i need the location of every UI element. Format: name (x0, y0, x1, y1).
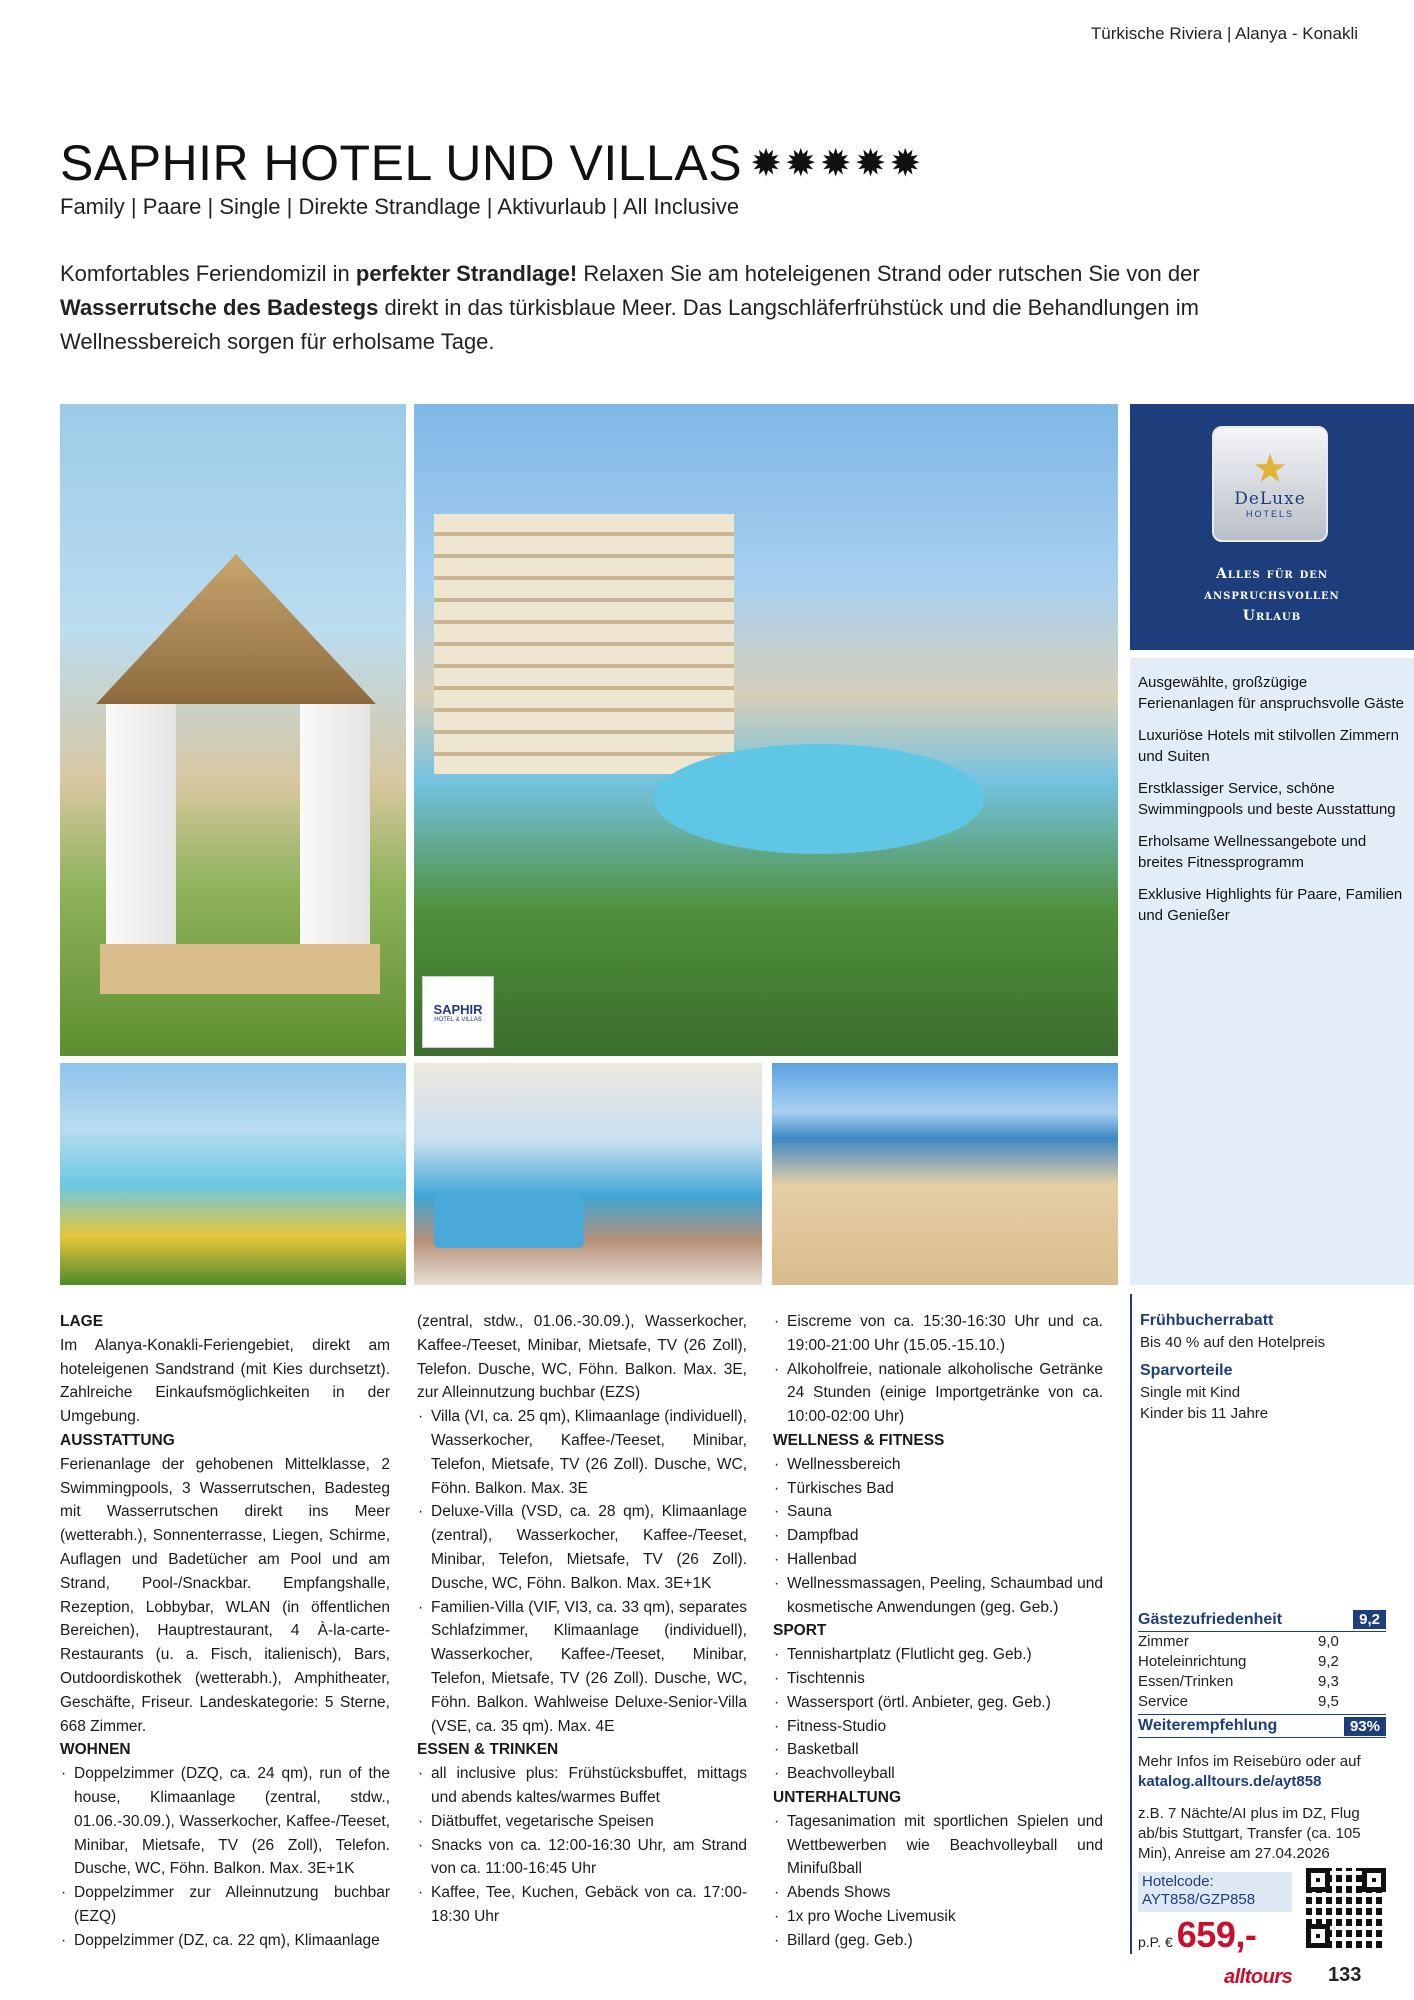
savings-item: Single mit Kind (1140, 1384, 1241, 1401)
cabana-curtain (300, 704, 370, 964)
deluxe-logo (1212, 426, 1328, 542)
section-heading-lage: LAGE (60, 1313, 104, 1330)
price-example: z.B. 7 Nächte/AI plus im DZ, Flug ab/bis Stuttgart, Transfer (ca. 105 Min), Anreise am 27.04.2026 (1138, 1805, 1361, 1862)
list-sport (773, 1643, 1103, 1786)
pool (654, 744, 984, 854)
cabana-deck (100, 944, 380, 994)
list-item: · 1x pro Woche Livemusik (773, 1905, 1103, 1929)
list-unterhaltung (773, 1810, 1103, 1953)
deluxe-claim (1130, 564, 1414, 627)
early-booking-text: Bis 40 % auf den Hotelpreis (1140, 1334, 1326, 1351)
photo-hotel-pool (414, 404, 1118, 1056)
recommendation-badge: 93% (1344, 1717, 1386, 1736)
cabana-curtain (106, 704, 176, 964)
price (1138, 1914, 1256, 1956)
photo-room (414, 1063, 762, 1285)
hotel-tags: Family | Paare | Single | Direkte Strandlage | Aktivurlaub | All Inclusive (60, 194, 740, 219)
hotel-intro (60, 257, 1220, 359)
deluxe-benefits (1130, 658, 1414, 1285)
list-item: · Wassersport (örtl. Anbieter, geg. Geb.) (773, 1691, 1103, 1715)
qr-finder (1362, 1868, 1386, 1892)
qr-code-icon[interactable] (1306, 1868, 1386, 1948)
section-heading-wellness: WELLNESS & FITNESS (773, 1431, 945, 1449)
list-item: · Villa (VI, ca. 25 qm), Klimaanlage (individuell), Wasserkocher, Kaffee-/Teeset, Minibar, Telefon, Mietsafe, TV (26 Zoll). Dusche, WC, Föhn. Balkon. Max. 3E (417, 1405, 747, 1500)
rating-row (1138, 1652, 1386, 1672)
benefit-item: Exklusive Highlights für Paare, Familien und Genießer (1138, 886, 1403, 924)
benefit-item: Erholsame Wellnessangebote und breites Fitnessprogramm (1138, 833, 1367, 871)
hotel-code (1138, 1872, 1292, 1912)
section-text-ausstattung: Ferienanlage der gehobenen Mittelklasse, 2 Swimmingpools, 3 Wasserrutschen, Badesteg mit Wasserrutschen direkt ins Meer (wetterabh.), Sonnenterrasse, Liegen, Schirme, Auflagen und Badetücher am Pool und am Strand, Pool-/Snackbar. Empfangshalle, Rezeption, Lobbybar, WLAN (in öffentlichen Bereichen), Hauptrestaurant, 4 À-la-carte-Restaurants (u. a. Fisch, italienisch), Bars, Outdoordiskothek (wetterabh.), Amphitheater, Geschäfte, Friseur. Landeskategorie: 5 Sterne, 668 Zimmer. (60, 1455, 390, 1735)
deluxe-logo-sub: HOTELS (1245, 509, 1294, 519)
early-booking-heading: Frühbucherrabatt (1140, 1312, 1274, 1329)
intro-text: Relaxen Sie am hoteleigenen Strand oder rutschen Sie von der (577, 261, 1200, 286)
recommendation-row (1138, 1714, 1386, 1738)
list-item: · Beachvolleyball (773, 1762, 1103, 1786)
deluxe-logo-text: DeLuxe (1234, 489, 1306, 509)
list-item: · Tischtennis (773, 1667, 1103, 1691)
section-heading-sport: SPORT (773, 1622, 827, 1640)
list-item: · Hallenbad (773, 1548, 1103, 1572)
cabana-roof (96, 554, 376, 704)
rating-label: Essen/Trinken (1138, 1673, 1234, 1690)
list-item: (zentral, stdw., 01.06.-30.09.), Wasserkocher, Kaffee-/Teeset, Minibar, Mietsafe, TV (26 Zoll), Telefon. Dusche, WC, Föhn. Balkon. Max. 3E, zur Alleinnutzung buchbar (EZS) (417, 1313, 747, 1402)
sofa (434, 1193, 584, 1248)
hotel-logo-sub: HOTEL & VILLAS (434, 1016, 482, 1023)
ratings-title: Gästezufriedenheit (1138, 1610, 1283, 1628)
photo-beach-cabana (60, 404, 406, 1056)
benefit-item: Luxuriöse Hotels mit stilvollen Zimmern und Suiten (1138, 727, 1399, 765)
rating-label: Service (1138, 1693, 1189, 1710)
section-heading-essen: ESSEN & TRINKEN (417, 1741, 559, 1759)
price-prefix: p.P. € (1138, 1934, 1173, 1950)
list-item: · Eiscreme von ca. 15:30-16:30 Uhr und ca. 19:00-21:00 Uhr (15.05.-15.10.) (773, 1310, 1103, 1358)
list-item: · Dampfbad (773, 1524, 1103, 1548)
recommendation-label: Weiterempfehlung (1138, 1717, 1278, 1734)
hotel-logo (422, 976, 494, 1048)
brand-logo: alltours (1224, 1966, 1293, 1988)
list-wellness (773, 1453, 1103, 1620)
list-item: · Alkoholfreie, nationale alkoholische Getränke 24 Stunden (einige Importgetränke von ca. 10:00-02:00 Uhr) (773, 1358, 1103, 1429)
list-item: · Basketball (773, 1738, 1103, 1762)
hotel-logo-name: SAPHIR (433, 1001, 483, 1017)
photo-beach (772, 1063, 1118, 1285)
ratings-header (1138, 1608, 1386, 1632)
qr-finder (1306, 1924, 1330, 1948)
list-item: · Doppelzimmer zur Alleinnutzung buchbar (EZQ) (60, 1881, 390, 1929)
list-wohnen-continued (417, 1310, 747, 1738)
list-item: · Tennishartplatz (Flutlicht geg. Geb.) (773, 1643, 1103, 1667)
price-amount: 659,- (1176, 1914, 1257, 1955)
text-column-2 (417, 1310, 747, 1929)
star-rating-icon: ✹✹✹✹✹ (750, 143, 925, 185)
page-number: 133 (1328, 1964, 1362, 1986)
list-item: · Türkisches Bad (773, 1477, 1103, 1501)
intro-highlight: Wasserrutsche des Badestegs (60, 295, 379, 320)
list-item: · Sauna (773, 1500, 1103, 1524)
list-item: · Billard (geg. Geb.) (773, 1929, 1103, 1953)
more-info-text: Mehr Infos im Reisebüro oder auf (1138, 1753, 1361, 1770)
savings-heading: Sparvorteile (1140, 1362, 1233, 1379)
text-column-3 (773, 1310, 1103, 1953)
benefit-item: Erstklassiger Service, schöne Swimmingpools und beste Ausstattung (1138, 780, 1396, 818)
hotel-building (434, 514, 734, 774)
rating-value: 9,0 (1318, 1633, 1339, 1650)
savings-item: Kinder bis 11 Jahre (1140, 1405, 1269, 1422)
intro-text: direkt in das türkisblaue Meer. Das Langschläferfrühstück und die Behandlungen im Wellnessbereich sorgen für erholsame Tage. (60, 295, 1199, 354)
rating-value: 9,5 (1318, 1693, 1339, 1710)
hotel-code-label: Hotelcode: (1142, 1873, 1214, 1890)
rating-label: Zimmer (1138, 1633, 1189, 1650)
list-wohnen (60, 1762, 390, 1952)
list-item: · Wellnessmassagen, Peeling, Schaumbad und kosmetische Anwendungen (geg. Geb.) (773, 1572, 1103, 1620)
hotel-code-value: AYT858/GZP858 (1142, 1891, 1256, 1908)
catalog-link[interactable]: katalog.alltours.de/ayt858 (1138, 1773, 1322, 1790)
breadcrumb: Türkische Riviera | Alanya - Konakli (1090, 24, 1358, 43)
rating-row (1138, 1672, 1386, 1692)
list-essen (417, 1762, 747, 1929)
star-icon: ★ (1252, 447, 1288, 491)
rating-row (1138, 1692, 1386, 1712)
list-item: · Diätbuffet, vegetarische Speisen (417, 1810, 747, 1834)
ratings-score-badge: 9,2 (1353, 1610, 1386, 1629)
photo-pool-garden (60, 1063, 406, 1285)
early-booking (1140, 1310, 1390, 1353)
rating-row (1138, 1632, 1386, 1652)
intro-highlight: perfekter Strandlage! (355, 261, 578, 286)
list-item: · Fitness-Studio (773, 1715, 1103, 1739)
rating-label: Hoteleinrichtung (1138, 1653, 1247, 1670)
guest-ratings (1138, 1608, 1386, 1738)
hotel-name: SAPHIR HOTEL UND VILLAS (60, 135, 743, 191)
list-item: · Doppelzimmer (DZ, ca. 22 qm), Klimaanlage (60, 1929, 390, 1953)
list-item: · Wellnessbereich (773, 1453, 1103, 1477)
section-heading-unterhaltung: UNTERHALTUNG (773, 1788, 902, 1806)
list-essen-continued (773, 1310, 1103, 1429)
list-item: · Deluxe-Villa (VSD, ca. 28 qm), Klimaanlage (zentral), Wasserkocher, Kaffee-/Teeset, Minibar, Telefon, Mietsafe, TV (26 Zoll). Dusche, WC, Föhn. Balkon. Max. 3E+1K (417, 1500, 747, 1595)
more-info (1138, 1752, 1398, 1792)
intro-text: Komfortables Feriendomizil in (60, 261, 356, 286)
rating-value: 9,3 (1318, 1673, 1339, 1690)
rating-value: 9,2 (1318, 1653, 1339, 1670)
list-item: · Tagesanimation mit sportlichen Spielen und Wettbewerben wie Beachvolleyball und Minifußball (773, 1810, 1103, 1881)
list-item: · Doppelzimmer (DZQ, ca. 24 qm), run of the house, Klimaanlage (zentral, stdw., 01.06.-30.09.), Wasserkocher, Kaffee-/Teeset, Minibar, Mietsafe, TV (26 Zoll), Telefon. Dusche, WC, Föhn. Balkon. Max. 3E+1K (60, 1762, 390, 1881)
deluxe-claim-line: Urlaub (1242, 608, 1302, 624)
list-item: · Snacks von ca. 12:00-16:30 Uhr, am Strand von ca. 11:00-16:45 Uhr (417, 1834, 747, 1882)
list-item: · Familien-Villa (VIF, VI3, ca. 33 qm), separates Schlafzimmer, Klimaanlage (individuell), Wasserkocher, Kaffee-/Teeset, Minibar, Telefon, Mietsafe, TV (26 Zoll). Dusche, WC, Föhn. Balkon. Wahlweise Deluxe-Senior-Villa (VSE, ca. 35 qm). Max. 4E (417, 1596, 747, 1739)
deluxe-claim-line: Alles für den (1215, 566, 1329, 582)
hotel-title (60, 134, 924, 192)
section-heading-wohnen: WOHNEN (60, 1741, 131, 1759)
savings (1140, 1360, 1390, 1424)
list-item: · Kaffee, Tee, Kuchen, Gebäck von ca. 17:00-18:30 Uhr (417, 1881, 747, 1929)
section-heading-ausstattung: AUSSTATTUNG (60, 1431, 175, 1449)
qr-finder (1306, 1868, 1330, 1892)
section-text-lage: Im Alanya-Konakli-Feriengebiet, direkt am hoteleigenen Sandstrand (mit Kies durchsetzt). Zahlreiche Einkaufsmöglichkeiten in der Umgebung. (60, 1336, 390, 1426)
deluxe-claim-line: anspruchsvollen (1204, 587, 1340, 603)
list-item: · all inclusive plus: Frühstücksbuffet, mittags und abends kaltes/warmes Buffet (417, 1762, 747, 1810)
deluxe-panel (1130, 404, 1414, 650)
text-column-1 (60, 1310, 390, 1953)
list-item: · Abends Shows (773, 1881, 1103, 1905)
benefit-item: Ausgewählte, großzügige Ferienanlagen für anspruchsvolle Gäste (1138, 674, 1404, 712)
